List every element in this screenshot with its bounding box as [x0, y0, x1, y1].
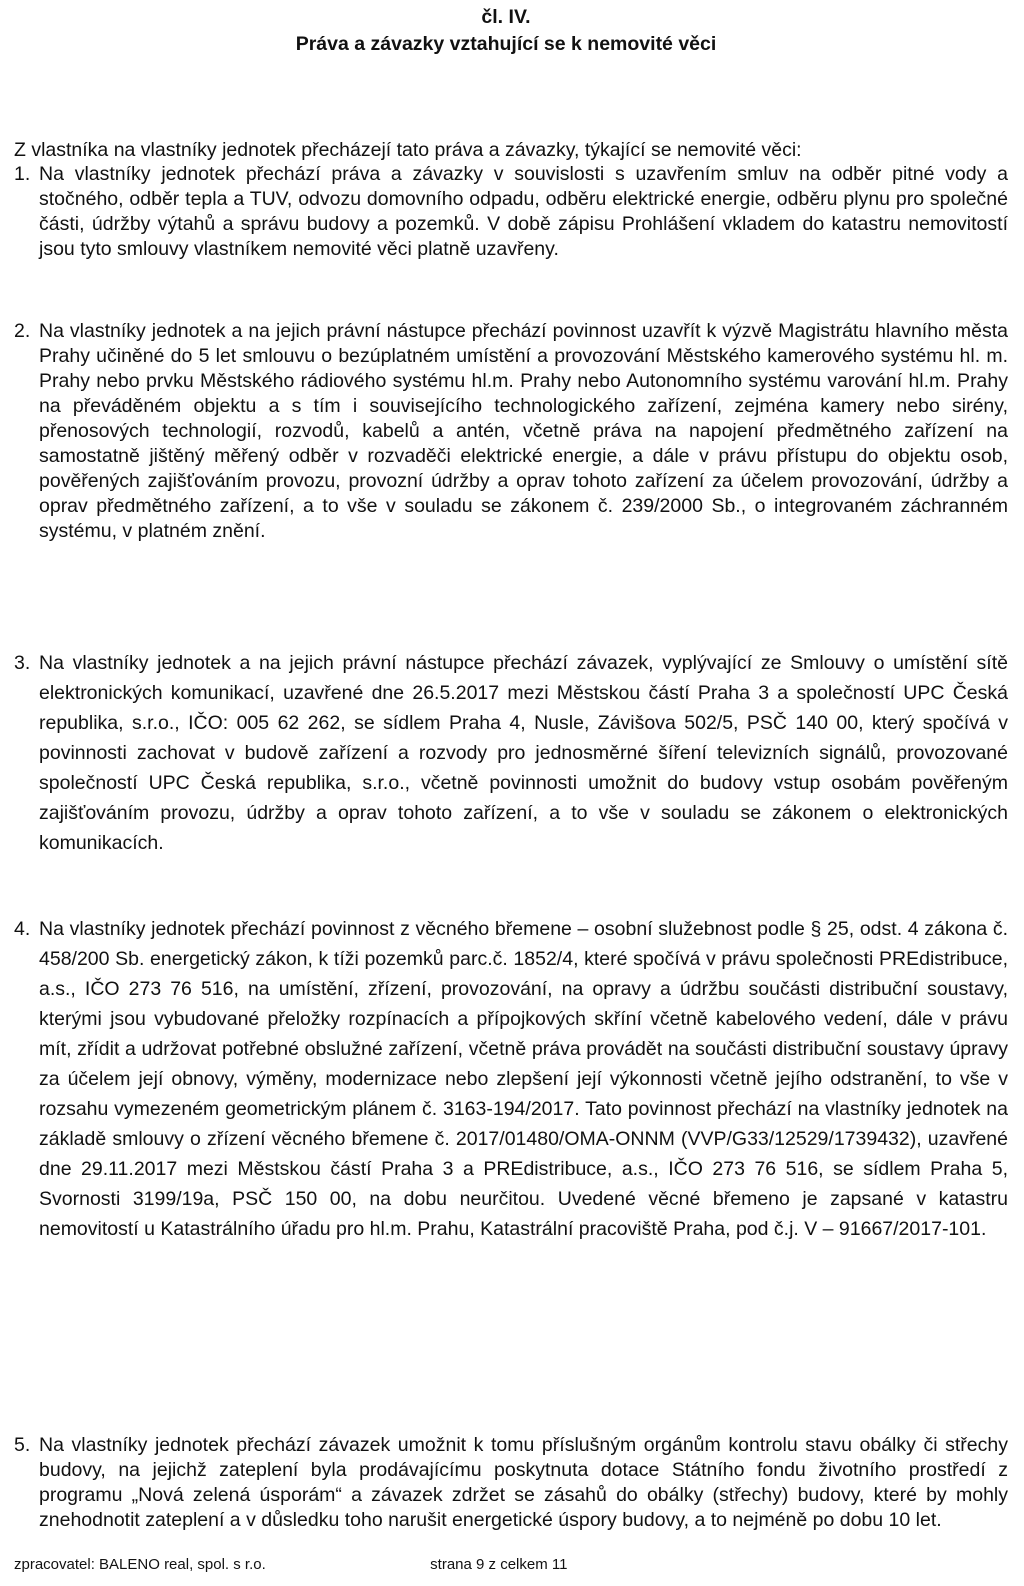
clause-text: Na vlastníky jednotek přechází práva a závazky v souvislosti s uzavřením smluv na odběr pitné vody a stočného, odběr tepla a TUV, odvozu domovního odpadu, odběru elektrické energie, odběru plynu pro společné části, údržby výtahů a správu budovy a pozemků. V době zápisu Prohlášení vkladem do katastru nemovitostí jsou tyto smlouvy vlastníkem nemovité věci platně uzavřeny.	[39, 163, 1008, 260]
page-footer	[14, 1555, 1004, 1575]
clause-4	[14, 914, 1008, 1244]
footer-author: zpracovatel: BALENO real, spol. s r.o.	[14, 1556, 266, 1573]
clause-number: 3.	[14, 652, 31, 674]
intro-paragraph: Z vlastníka na vlastníky jednotek přecházejí tato práva a závazky, týkající se nemovité věci:	[14, 138, 802, 161]
clause-text: Na vlastníky jednotek přechází závazek umožnit k tomu příslušným orgánům kontrolu stavu obálky či střechy budovy, na jejichž zateplení byla prodávajícímu poskytnuta dotace Státního fondu životního prostředí z programu „Nová zelená úsporám“ a závazek zdržet se zásahů do obálky (střechy) budovy, které by mohly znehodnotit zateplení a v důsledku toho narušit energetické úspory budovy, a to nejméně po dobu 10 let.	[39, 1434, 1008, 1531]
clause-2	[14, 319, 1008, 544]
clause-text: Na vlastníky jednotek a na jejich právní nástupce přechází závazek, vyplývající ze Smlouvy o umístění sítě elektronických komunikací, uzavřené dne 26.5.2017 mezi Městskou částí Praha 3 a společností UPC Česká republika, s.r.o., IČO: 005 62 262, se sídlem Praha 4, Nusle, Závišova 502/5, PSČ 140 00, který spočívá v povinnosti zachovat v budově zařízení a rozvody pro jednosměrné šíření televizních signálů, provozované společností UPC Česká republika, s.r.o., včetně povinnosti umožnit do budovy vstup osobám pověřeným zajišťováním provozu, údržby a oprav tohoto zařízení, a to vše v souladu se zákonem o elektronických komunikacích.	[39, 652, 1008, 854]
clause-number: 2.	[14, 320, 31, 342]
clause-1	[14, 162, 1008, 262]
clause-5	[14, 1433, 1008, 1533]
clause-3	[14, 648, 1008, 858]
clause-number: 1.	[14, 163, 31, 185]
footer-page-number: strana 9 z celkem 11	[430, 1556, 568, 1573]
clause-text: Na vlastníky jednotek přechází povinnost z věcného břemene – osobní služebnost podle § 25, odst. 4 zákona č. 458/200 Sb. energetický zákon, k tíži pozemků parc.č. 1852/4, které spočívá v právu společnosti PREdistribuce, a.s., IČO 273 76 516, na umístění, zřízení, provozování, na opravy a údržbu součásti distribuční soustavy, kterými jsou vybudované přeložky rozpínacích a přípojkových skříní včetně kabelového vedení, dále v právu mít, zřídit a udržovat potřebné obslužné zařízení, včetně práva provádět na součásti distribuční soustavy úpravy za účelem její obnovy, výměny, modernizace nebo zlepšení její výkonnosti včetně jejího odstranění, to vše v rozsahu vymezeném geometrickým plánem č. 3163-194/2017. Tato povinnost přechází na vlastníky jednotek na základě smlouvy o zřízení věcného břemene č. 2017/01480/OMA-ONNM (VVP/G33/12529/1739432), uzavřené dne 29.11.2017 mezi Městskou částí Praha 3 a PREdistribuce, a.s., IČO 273 76 516, se sídlem Praha 5, Svornosti 3199/19a, PSČ 150 00, na dobu neurčitou. Uvedené věcné břemeno je zapsané v katastru nemovitostí u Katastrálního úřadu pro hl.m. Prahu, Katastrální pracoviště Praha, pod č.j. V – 91667/2017-101.	[39, 918, 1008, 1240]
article-number: čl. IV.	[481, 6, 531, 28]
article-heading	[0, 4, 1012, 58]
clause-number: 5.	[14, 1434, 31, 1456]
clause-text: Na vlastníky jednotek a na jejich právní nástupce přechází povinnost uzavřít k výzvě Magistrátu hlavního města Prahy učiněné do 5 let smlouvu o bezúplatném umístění a provozování Městského kamerového systému hl. m. Prahy nebo prvku Městského rádiového systému hl.m. Prahy nebo Autonomního systému varování hl.m. Prahy na převáděném objektu a s tím i souvisejícího technologického zařízení, zejména kamery nebo sirény, přenosových technologií, rozvodů, kabelů a antén, včetně práva na napojení předmětného zařízení na samostatně jištěný měřený odběr v rozvaděči elektrické energie, a dále v právu přístupu do objektu osob, pověřených zajišťováním provozu, provozní údržby a oprav tohoto zařízení za účelem provozování, údržby a oprav předmětného zařízení, a to vše v souladu se zákonem č. 239/2000 Sb., o integrovaném záchranném systému, v platném znění.	[39, 320, 1008, 542]
article-title: Práva a závazky vztahující se k nemovité věci	[295, 33, 717, 55]
clause-number: 4.	[14, 918, 31, 940]
